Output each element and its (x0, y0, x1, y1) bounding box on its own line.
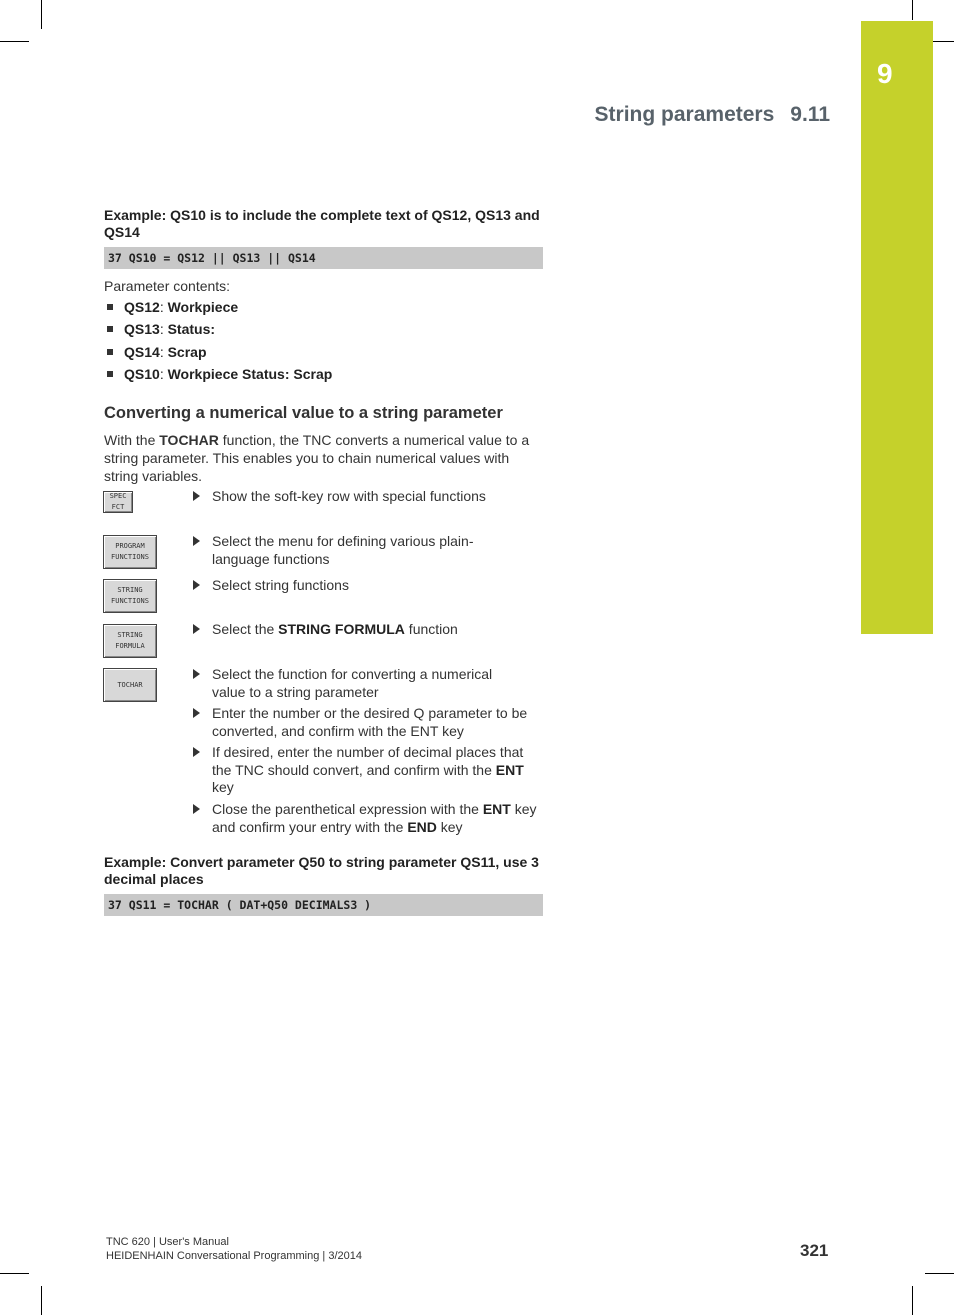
bullet-icon (107, 304, 113, 310)
step-item: If desired, enter the number of decimal places that the TNC should convert, and confirm with the ENT key (193, 744, 545, 797)
page-header (595, 103, 830, 127)
bullet-icon (107, 371, 113, 377)
example-title: Example: Convert parameter Q50 to string parameter QS11, use 3 decimal places (104, 854, 539, 887)
crop-mark (0, 1273, 29, 1274)
step-item: Show the soft-key row with special functions (193, 488, 545, 506)
crop-mark (41, 0, 42, 29)
arrow-icon (193, 804, 200, 814)
crop-mark (0, 41, 29, 42)
page-footer (106, 1235, 362, 1263)
bullet-icon (107, 349, 113, 355)
step-item: Select the function for converting a numerical value to a string parameter (193, 666, 528, 701)
footer-line: HEIDENHAIN Conversational Programming | 3/2014 (106, 1250, 362, 1262)
code-block: 37 QS10 = QS12 || QS13 || QS14 (104, 247, 543, 269)
arrow-icon (193, 669, 200, 679)
section-heading: Converting a numerical value to a string parameter (104, 404, 503, 422)
arrow-icon (193, 624, 200, 634)
crop-mark (925, 1273, 954, 1274)
step-item: Enter the number or the desired Q parameter to be converted, and confirm with the ENT key (193, 705, 528, 740)
parameter-list (107, 298, 332, 387)
softkey-program-functions[interactable]: PROGRAM FUNCTIONS (103, 535, 157, 569)
arrow-icon (193, 580, 200, 590)
section-intro: With the TOCHAR function, the TNC converts a numerical value to a string parameter. This enables you to chain numerical values with string variables. (104, 432, 530, 484)
list-item: QS12: Workpiece (107, 298, 332, 320)
softkey-string-formula[interactable]: STRING FORMULA (103, 624, 157, 658)
chapter-tab (861, 21, 933, 634)
step-item: Select the menu for defining various plain-language functions (193, 533, 503, 568)
list-item: QS10: Workpiece Status: Scrap (107, 365, 332, 387)
crop-mark (912, 0, 913, 20)
softkey-tochar[interactable]: TOCHAR (103, 668, 157, 702)
chapter-number: 9 (877, 58, 893, 89)
header-title: String parameters (594, 103, 775, 126)
parameter-intro: Parameter contents: (104, 278, 231, 294)
arrow-icon (193, 536, 200, 546)
arrow-icon (193, 708, 200, 718)
crop-mark (912, 1286, 913, 1315)
arrow-icon (193, 491, 200, 501)
step-item: Close the parenthetical expression with the ENT key and confirm your entry with the END key (193, 801, 538, 836)
header-section: 9.11 (790, 103, 830, 126)
arrow-icon (193, 747, 200, 757)
crop-mark (41, 1286, 42, 1315)
example-title: Example: QS10 is to include the complete text of QS12, QS13 and QS14 (104, 207, 540, 240)
list-item: QS14: Scrap (107, 343, 332, 365)
bullet-icon (107, 326, 113, 332)
code-block: 37 QS11 = TOCHAR ( DAT+Q50 DECIMALS3 ) (104, 894, 543, 916)
softkey-spec-fct[interactable]: SPEC FCT (103, 491, 133, 513)
footer-line: TNC 620 | User's Manual (106, 1236, 229, 1248)
list-item: QS13: Status: (107, 320, 332, 342)
step-item: Select string functions (193, 577, 545, 595)
softkey-string-functions[interactable]: STRING FUNCTIONS (103, 579, 157, 613)
page-number: 321 (800, 1241, 829, 1260)
step-item: Select the STRING FORMULA function (193, 621, 545, 639)
